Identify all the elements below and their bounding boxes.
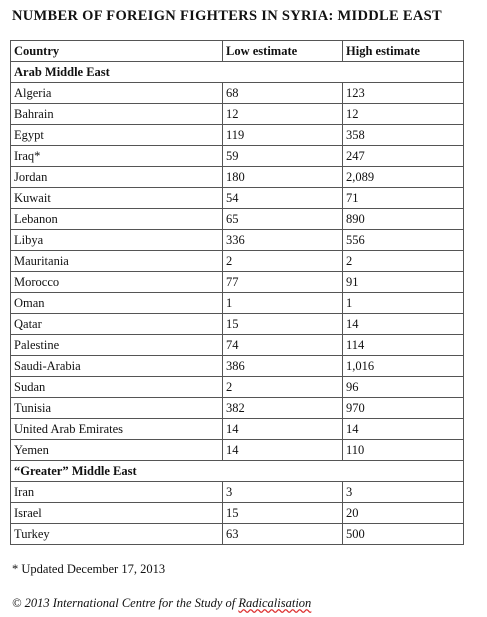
copyright-notice [12,596,311,611]
country-cell: Morocco [11,272,223,293]
low-estimate-cell: 119 [223,125,343,146]
high-estimate-cell: 3 [343,482,464,503]
table-row [11,377,464,398]
copyright-text: © 2013 International Centre for the Study of [12,596,239,610]
column-header-country: Country [11,41,223,62]
table-row [11,419,464,440]
low-estimate-cell: 2 [223,251,343,272]
table-row [11,272,464,293]
section-row [11,461,464,482]
table-row [11,398,464,419]
high-estimate-cell: 12 [343,104,464,125]
table-row [11,251,464,272]
table-header-row [11,41,464,62]
high-estimate-cell: 14 [343,314,464,335]
high-estimate-cell: 96 [343,377,464,398]
footnote: * Updated December 17, 2013 [12,562,166,576]
table-row [11,230,464,251]
low-estimate-cell: 63 [223,524,343,545]
column-header-low-estimate: Low estimate [223,41,343,62]
high-estimate-cell: 556 [343,230,464,251]
section-label: Arab Middle East [11,62,464,83]
low-estimate-cell: 15 [223,314,343,335]
low-estimate-cell: 15 [223,503,343,524]
section-row [11,62,464,83]
table-row [11,440,464,461]
country-cell: Bahrain [11,104,223,125]
country-cell: Lebanon [11,209,223,230]
table-row [11,125,464,146]
country-cell: Egypt [11,125,223,146]
low-estimate-cell: 14 [223,419,343,440]
table-row [11,482,464,503]
high-estimate-cell: 247 [343,146,464,167]
country-cell: Kuwait [11,188,223,209]
low-estimate-cell: 74 [223,335,343,356]
country-cell: Oman [11,293,223,314]
country-cell: Iraq* [11,146,223,167]
table-row [11,188,464,209]
table-row [11,167,464,188]
country-cell: Jordan [11,167,223,188]
country-cell: Iran [11,482,223,503]
high-estimate-cell: 1 [343,293,464,314]
country-cell: Mauritania [11,251,223,272]
table-row [11,524,464,545]
low-estimate-cell: 382 [223,398,343,419]
country-cell: United Arab Emirates [11,419,223,440]
high-estimate-cell: 91 [343,272,464,293]
high-estimate-cell: 970 [343,398,464,419]
high-estimate-cell: 358 [343,125,464,146]
country-cell: Israel [11,503,223,524]
low-estimate-cell: 54 [223,188,343,209]
section-label: “Greater” Middle East [11,461,464,482]
high-estimate-cell: 114 [343,335,464,356]
country-cell: Tunisia [11,398,223,419]
low-estimate-cell: 65 [223,209,343,230]
table-row [11,209,464,230]
table-row [11,503,464,524]
low-estimate-cell: 77 [223,272,343,293]
low-estimate-cell: 386 [223,356,343,377]
table-row [11,83,464,104]
low-estimate-cell: 68 [223,83,343,104]
country-cell: Libya [11,230,223,251]
high-estimate-cell: 20 [343,503,464,524]
low-estimate-cell: 12 [223,104,343,125]
table-row [11,146,464,167]
table-row [11,335,464,356]
country-cell: Algeria [11,83,223,104]
country-cell: Yemen [11,440,223,461]
high-estimate-cell: 110 [343,440,464,461]
high-estimate-cell: 2 [343,251,464,272]
country-cell: Turkey [11,524,223,545]
high-estimate-cell: 71 [343,188,464,209]
low-estimate-cell: 1 [223,293,343,314]
high-estimate-cell: 500 [343,524,464,545]
country-cell: Palestine [11,335,223,356]
low-estimate-cell: 180 [223,167,343,188]
high-estimate-cell: 1,016 [343,356,464,377]
column-header-high-estimate: High estimate [343,41,464,62]
high-estimate-cell: 890 [343,209,464,230]
table-row [11,356,464,377]
low-estimate-cell: 3 [223,482,343,503]
high-estimate-cell: 123 [343,83,464,104]
fighters-table [10,40,464,545]
high-estimate-cell: 2,089 [343,167,464,188]
low-estimate-cell: 336 [223,230,343,251]
country-cell: Qatar [11,314,223,335]
high-estimate-cell: 14 [343,419,464,440]
table-row [11,104,464,125]
page-title: NUMBER OF FOREIGN FIGHTERS IN SYRIA: MIDDLE EAST [12,8,442,24]
country-cell: Saudi-Arabia [11,356,223,377]
table-row [11,314,464,335]
low-estimate-cell: 14 [223,440,343,461]
low-estimate-cell: 2 [223,377,343,398]
low-estimate-cell: 59 [223,146,343,167]
country-cell: Sudan [11,377,223,398]
copyright-organization: Radicalisation [238,596,312,610]
table-row [11,293,464,314]
